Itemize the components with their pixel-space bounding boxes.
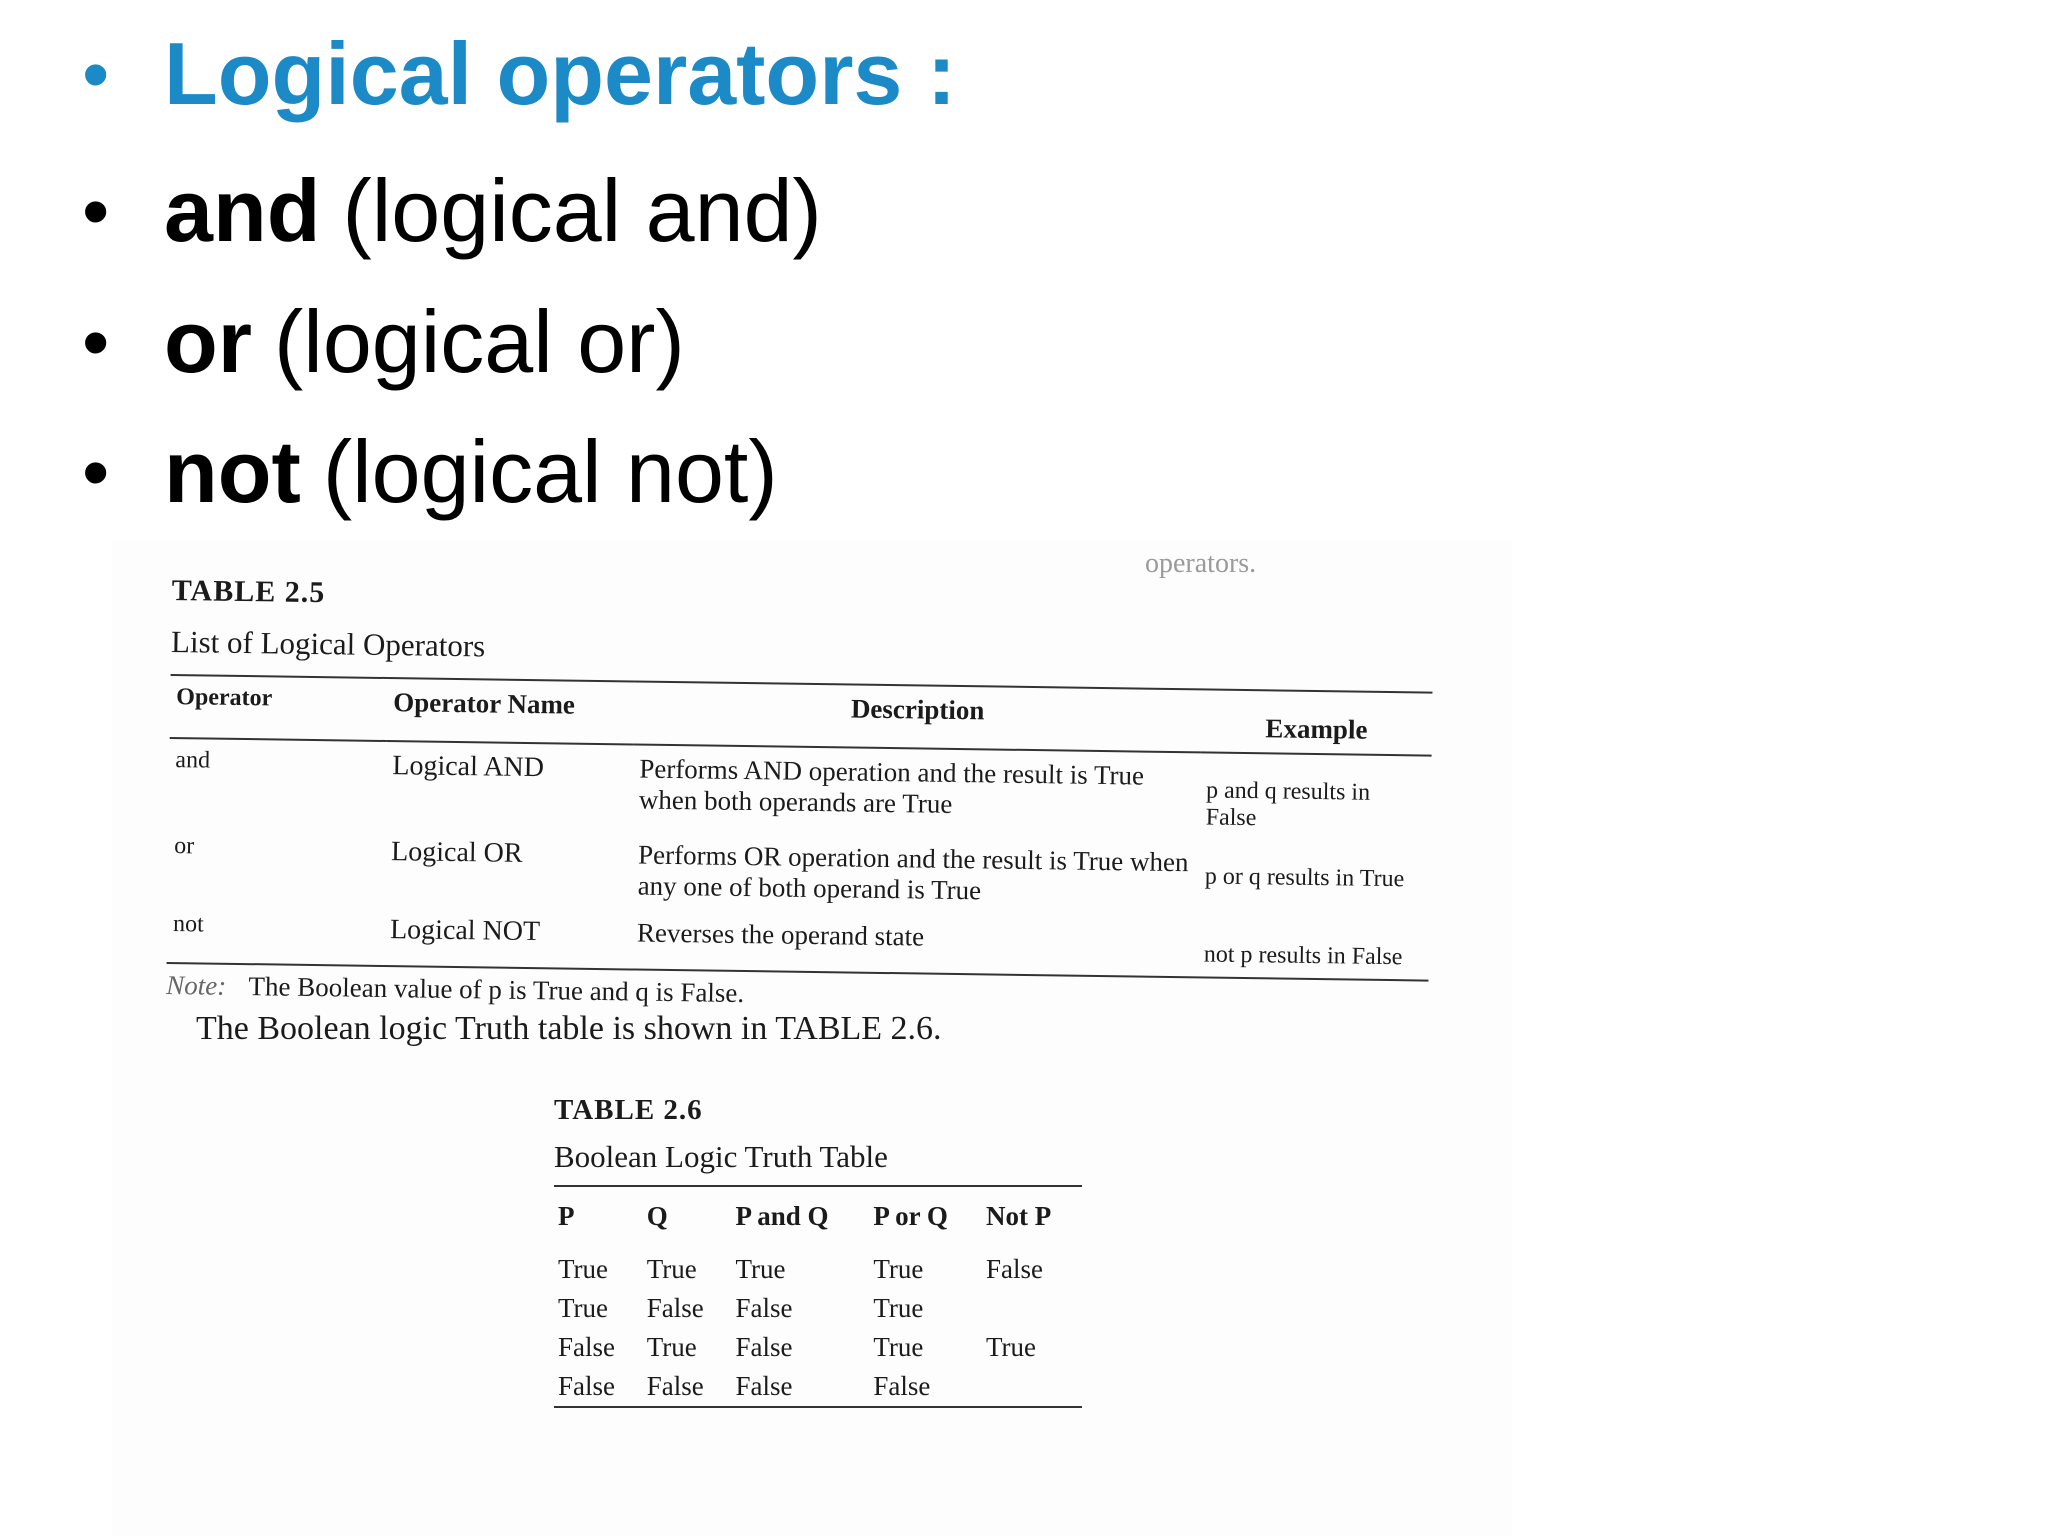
table-row	[554, 1250, 1082, 1289]
table-2-6	[554, 1094, 1084, 1408]
bullet-heading-row	[82, 24, 957, 123]
header-cell: Example	[1265, 713, 1368, 745]
table-cell: False	[735, 1332, 793, 1362]
table-cell: False	[646, 1371, 704, 1401]
table-2-5	[166, 574, 1472, 1019]
table-cell: True	[735, 1254, 786, 1284]
table-header-row	[554, 1186, 1082, 1250]
bullet-dot-icon: •	[82, 428, 110, 516]
table-cell: True	[873, 1293, 924, 1323]
table-cell: False	[873, 1371, 931, 1401]
table-cell: True	[646, 1254, 697, 1284]
bullet-dot-icon: •	[82, 298, 110, 386]
bullet-item-or	[82, 292, 685, 391]
table-cell: False	[558, 1332, 615, 1362]
table-cell: Logical NOT	[389, 914, 541, 948]
table-cell: False	[735, 1293, 793, 1323]
bullet-description: (logical and)	[342, 161, 822, 260]
logical-operators-table	[167, 674, 1433, 982]
table-cell: True	[558, 1293, 609, 1323]
header-cell: Operator Name	[393, 687, 576, 720]
table-cell	[982, 1289, 1082, 1328]
table-cell: and	[175, 747, 211, 774]
table-caption: Boolean Logic Truth Table	[554, 1139, 888, 1174]
table-cell: Performs OR operation and the result is True when any one of both operand is True	[637, 839, 1189, 906]
table-row	[554, 1367, 1082, 1407]
truth-table	[554, 1185, 1082, 1408]
bullet-dot-icon: •	[82, 167, 110, 255]
table-cell: True	[873, 1254, 924, 1284]
table-cell: p or q results in True	[1204, 863, 1405, 893]
bullet-description: (logical not)	[322, 422, 778, 521]
table-cell: False	[646, 1293, 704, 1323]
bullet-item-not	[82, 422, 778, 521]
body-text: The Boolean logic Truth table is shown in TABLE 2.6.	[196, 1010, 942, 1047]
bullet-item-and	[82, 161, 822, 260]
table-row	[554, 1328, 1082, 1367]
header-cell: Description	[850, 693, 985, 726]
bullet-keyword: not	[164, 422, 301, 521]
table-cell: False	[985, 1254, 1043, 1284]
table-caption: List of Logical Operators	[170, 623, 486, 664]
table-cell: not	[172, 911, 204, 938]
bullet-description: (logical or)	[274, 292, 685, 391]
table-cell: True	[985, 1332, 1037, 1362]
table-cell: or	[174, 833, 195, 860]
table-cell: Performs AND operation and the result is True when both operands are True	[638, 753, 1145, 819]
table-cell: True	[558, 1254, 609, 1284]
note-label: Note:	[166, 970, 227, 1001]
table-cell: Logical OR	[390, 836, 523, 869]
table-cell: True	[646, 1332, 697, 1362]
table-label: TABLE 2.5	[171, 574, 326, 610]
bullet-keyword: or	[164, 292, 252, 391]
faded-text: operators.	[1145, 548, 1257, 579]
table-cell: False	[558, 1371, 615, 1401]
header-cell: P or Q	[873, 1201, 948, 1231]
note-text: The Boolean value of p is True and q is False.	[248, 971, 745, 1009]
bullet-dot-icon: •	[82, 30, 110, 118]
table-label: TABLE 2.6	[554, 1094, 703, 1126]
table-cell	[982, 1367, 1082, 1407]
table-cell: False	[735, 1371, 793, 1401]
table-row	[554, 1289, 1082, 1328]
slide-title: Logical operators :	[164, 24, 957, 123]
header-cell: P	[558, 1201, 575, 1231]
header-cell: Operator	[176, 684, 273, 712]
header-cell: Q	[646, 1201, 668, 1231]
header-cell: Not P	[985, 1201, 1052, 1231]
table-cell: not p results in False	[1203, 941, 1403, 971]
header-cell: P and Q	[735, 1201, 829, 1231]
bullet-keyword: and	[164, 161, 321, 260]
table-cell: Logical AND	[392, 750, 545, 784]
table-cell: p and q results in False	[1205, 777, 1371, 832]
table-cell: Reverses the operand state	[636, 917, 925, 952]
table-cell: True	[873, 1332, 924, 1362]
